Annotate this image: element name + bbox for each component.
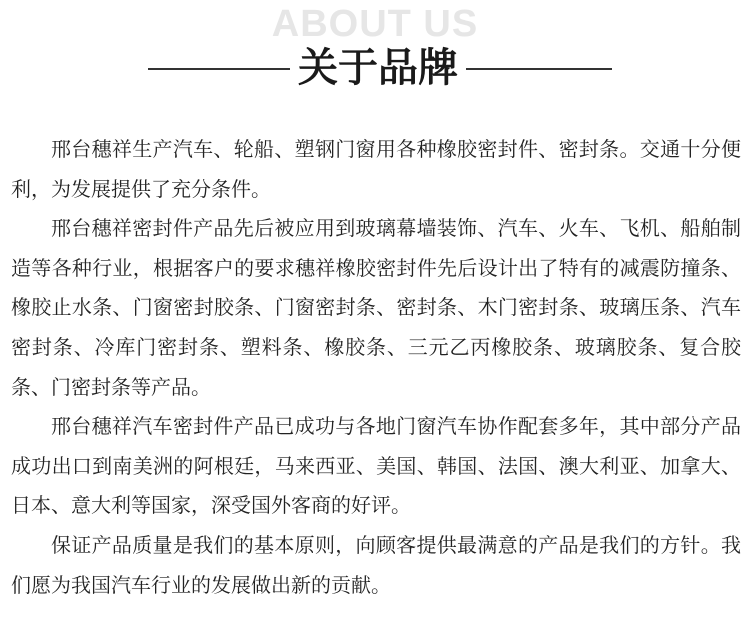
paragraph-principles: 保证产品质量是我们的基本原则，向顾客提供最满意的产品是我们的方针。我们愿为我国汽车行业的发展做出新的贡献。 bbox=[11, 532, 741, 597]
paragraph-intro: 邢台穗祥生产汽车、轮船、塑钢门窗用各种橡胶密封件、密封条。交通十分便利，为发展提供了充分条件。 bbox=[11, 137, 741, 201]
page-header bbox=[0, 0, 750, 110]
page-title: 关于品牌 bbox=[298, 45, 458, 91]
title-row bbox=[0, 40, 750, 96]
paragraph-products: 邢台穗祥密封件产品先后被应用到玻璃幕墙装饰、汽车、火车、飞机、船舶制造等各种行业，根据客户的要求穗祥橡胶密封件先后设计出了特有的减震防撞条、橡胶止水条、门窗密封胶条、门窗密封条、密封条、木门密封条、玻璃压条、汽车密封条、冷库门密封条、塑料条、橡胶条、三元乙丙橡胶条、玻璃胶条、复合胶条、门密封条等产品。 bbox=[11, 216, 741, 399]
paragraph-export: 邢台穗祥汽车密封件产品已成功与各地门窗汽车协作配套多年，其中部分产品成功出口到南美洲的阿根廷，马来西亚、美国、韩国、法国、澳大利亚、加拿大、日本、意大利等国家，深受国外客商的好评。 bbox=[11, 414, 741, 518]
title-rule-left bbox=[148, 68, 290, 70]
title-rule-right bbox=[466, 68, 612, 70]
about-us-watermark: ABOUT US bbox=[271, 3, 479, 45]
brand-description bbox=[11, 130, 741, 605]
